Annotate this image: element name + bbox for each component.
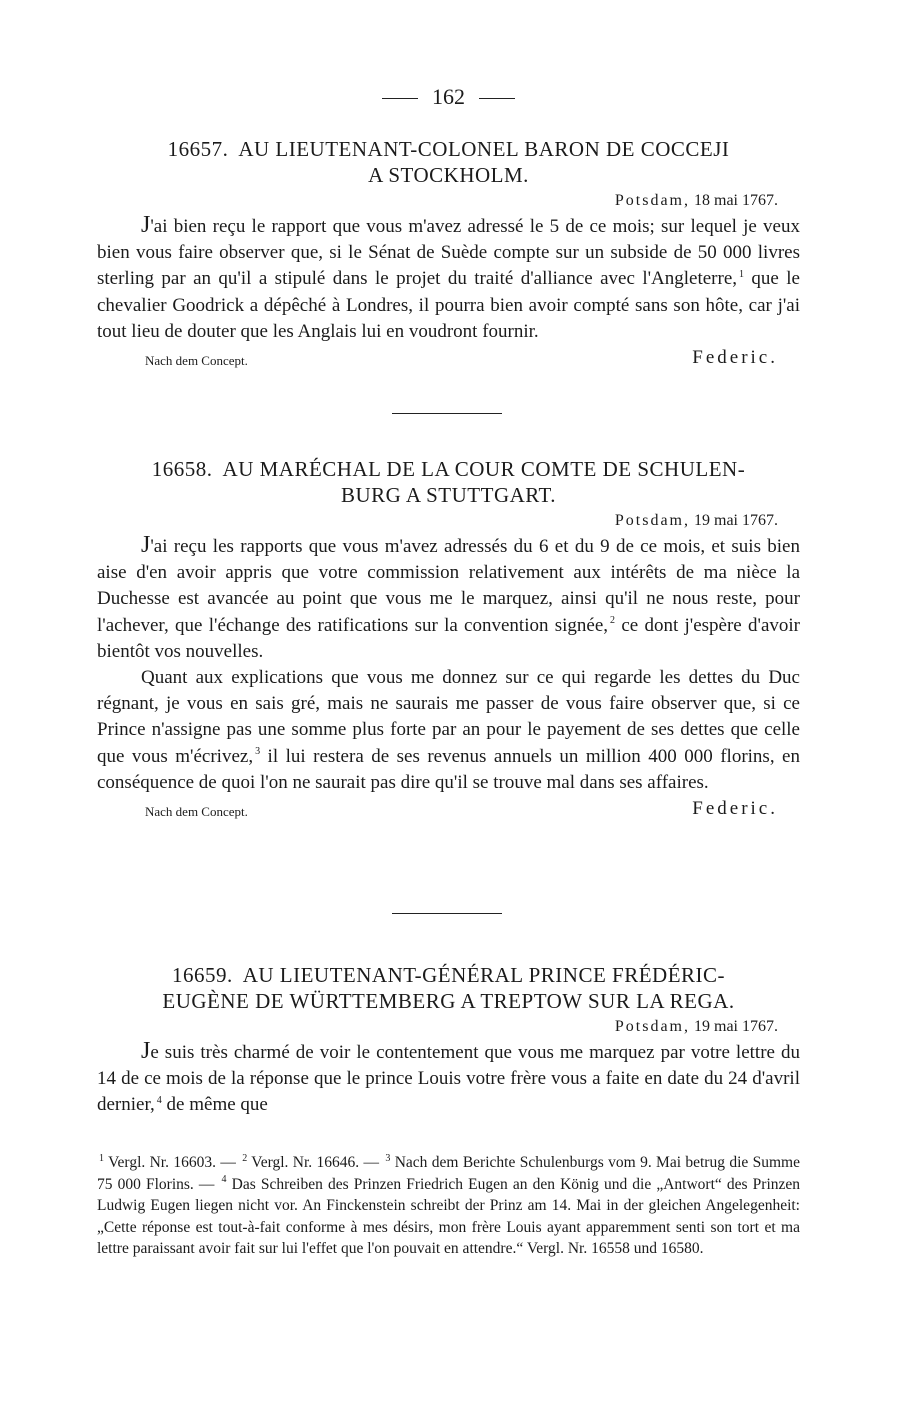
page-number-dash-left [382,98,418,99]
heading-line-1: AU LIEUTENANT-GÉNÉRAL PRINCE FRÉDÉRIC- [242,963,726,987]
paragraph-text-continued: de même que [161,1094,268,1116]
footnote-mark: 3 [385,1152,391,1164]
letter-heading [97,456,800,508]
heading-line-2: A STOCKHOLM. [368,163,529,187]
paragraph-text: 'ai reçu les rapports que vous m'avez adressés du 6 et du 9 de ce mois, et suis bien aise d'en avoir appris que votre commission relativement aux intérêts de ma nièce la Duchesse est avancée au point que vous me le marquez, ainsi qu'il ne nous reste, pour l'achever, que l'échange des ratifications sur la convention signée, [97,536,800,636]
section-divider [392,413,502,414]
document-page [97,0,800,1404]
footnote-2 [240,1154,379,1171]
page-number-line [97,84,800,110]
initial-letter: J [141,532,151,558]
signature: Federic. [692,347,778,369]
letter-heading [97,136,800,188]
paragraph-text-continued: que le chevalier Goodrick a dépêché à Londres, il pourra bien avoir compté sans son hôte, car j'ai tout lieu de douter que les Anglais lui en voudront fournir. [97,268,800,342]
signature: Federic. [692,798,778,820]
footnote-mark: 1 [99,1152,104,1164]
letter-16658 [97,456,800,824]
letter-16657 [97,136,800,373]
footnote-text: Vergl. Nr. 16646. — [251,1154,380,1171]
footnote-mark: 4 [221,1174,227,1186]
heading-line-1: AU LIEUTENANT-COLONEL BARON DE COCCEJI [238,137,730,161]
letter-heading [97,962,800,1014]
section-divider [392,913,502,914]
footnote-text: Nach dem Berichte Schulenburgs vom 9. Mai betrug die Summe 75 000 Florins. — [97,1154,800,1193]
dateline-place: Potsdam, [614,192,690,209]
dateline-place: Potsdam, [614,512,690,529]
letter-16659 [97,962,800,1119]
footnote-text: Das Schreiben des Prinzen Friedrich Eugen an den König und die „Antwort“ des Prinzen Ludwig Eugen liegen nicht vor. An Finckenstein schreibt der Prinz am 14. Mai in der gleichen Angelegenheit: „Cette réponse est tout-à-fait conforme à mes désirs, mon frère Louis ayant apparemment senti son tort et ma lettre paraissant avoir fait sur lui l'effet que l'on pouvait en attendre.“ Vergl. Nr. 16558 und 16580. [97,1175,801,1257]
heading-line-2: EUGÈNE DE WÜRTTEMBERG A TREPTOW SUR LA REGA. [162,989,735,1013]
paragraph [97,532,800,665]
letter-body [97,212,800,345]
initial-letter: J [141,1038,151,1064]
source-line [97,798,800,824]
page-number-dash-right [479,98,515,99]
footnote-text: Vergl. Nr. 16603. — [108,1154,236,1171]
paragraph [97,212,800,345]
paragraph-text-continued: il lui restera de ses revenus annuels un million 400 000 florins, en conséquence de quoi l'on ne saurait pas dire qu'il se trouve mal dans ses affaires. [97,745,800,793]
source-line [97,347,800,373]
letter-body [97,1038,800,1119]
dateline-date: 19 mai 1767. [694,1018,778,1035]
source-note: Nach dem Concept. [145,804,248,820]
paragraph-text: Quant aux explications que vous me donnez sur ce qui regarde les dettes du Duc régnant, je vous en sais gré, mais ne saurais me passer de vous faire observer que, si ce Prince n'assigne pas une somme plus forte par an pour le payement de ses dettes que celle que vous m'écrivez, [97,667,800,767]
letter-number: 16658. [151,457,213,481]
paragraph [97,665,800,796]
footnotes [97,1152,800,1260]
page-number: 162 [432,84,465,109]
paragraph-text: e suis très charmé de voir le contentement que vous me marquez par votre lettre du 14 de ce mois de la réponse que le prince Louis votre frère vous a faite en date du 24 d'avril dernier, [97,1042,800,1116]
footnote-ref: 2 [610,615,616,627]
footnote-ref: 3 [255,746,261,758]
footnote-mark: 2 [242,1152,248,1164]
letter-number: 16657. [167,137,229,161]
dateline-place: Potsdam, [614,1018,690,1035]
paragraph [97,1038,800,1119]
letter-body [97,532,800,796]
footnote-1 [97,1154,236,1171]
footnote-ref: 1 [739,269,745,281]
footnote-ref: 4 [156,1095,162,1107]
paragraph-text-continued: ce dont j'espère d'avoir bientôt vos nouvelles. [97,614,800,662]
dateline [97,1016,800,1038]
letter-number: 16659. [171,963,233,987]
source-note: Nach dem Concept. [145,353,248,369]
heading-line-2: BURG A STUTTGART. [340,483,557,507]
initial-letter: J [141,212,151,238]
dateline [97,510,800,532]
paragraph-text: 'ai bien reçu le rapport que vous m'avez adressé le 5 de ce mois; sur lequel je veux bien vous faire observer que, si le Sénat de Suède compte sur un subside de 50 000 livres sterling par an qu'il a stipulé dans le projet du traité d'alliance avec l'Angleterre, [97,216,800,290]
heading-line-1: AU MARÉCHAL DE LA COUR COMTE DE SCHULEN- [222,457,746,481]
dateline-date: 19 mai 1767. [694,512,778,529]
dateline [97,190,800,212]
dateline-date: 18 mai 1767. [694,192,778,209]
